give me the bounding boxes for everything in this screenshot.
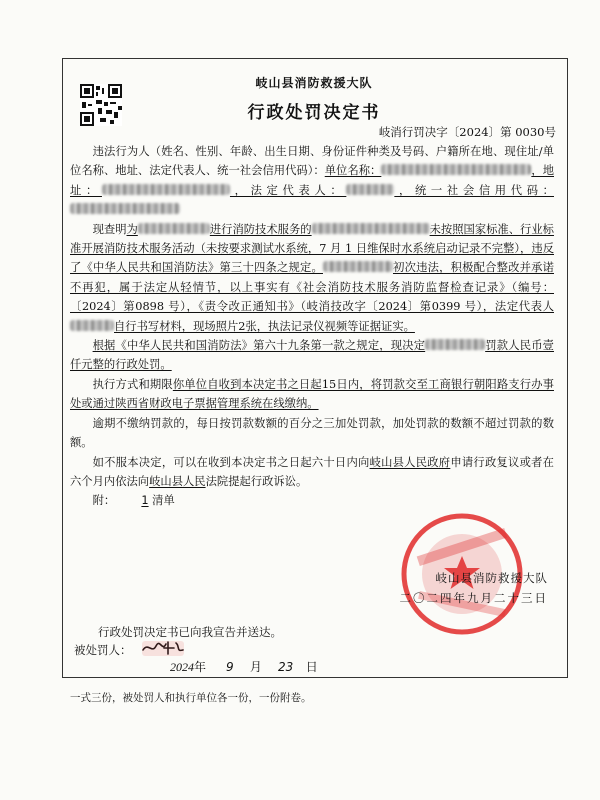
paragraph-decision: 根据《中华人民共和国消防法》第六十九条第一款之规定，现决定 罚款人民币壹仟元整的行政处罚。 <box>70 339 554 372</box>
attachment-count: 1 <box>141 494 149 508</box>
redacted-unit-name <box>381 164 531 175</box>
signing-agency: 岐山县消防救援大队 <box>435 571 548 585</box>
agency-heading: 岐山县消防救援大队 <box>255 76 373 90</box>
service-notice: 行政处罚决定书已向我宣告并送达。 <box>98 625 282 639</box>
redacted-representative-2 <box>70 320 114 331</box>
copies-note: 一式三份，被处罚人和执行单位各一份，一份附卷。 <box>70 692 312 704</box>
recipient-label: 被处罚人： <box>74 643 132 657</box>
signing-date: 二〇二四年九月二十三日 <box>399 591 548 605</box>
paragraph-attachment: 附： 1 清单 <box>70 491 554 510</box>
document-number: 岐消行罚决字〔2024〕第 0030号 <box>378 125 556 139</box>
page-title: 行政处罚决定书 <box>247 103 381 123</box>
redacted-credit-code <box>70 203 180 214</box>
paragraph-appeal: 如不服本决定，可以在收到本决定书之日起六十日内向岐山县人民政府申请行政复议或者在六个月内依法向岐山县人民法院提起行政诉讼。 <box>70 455 554 488</box>
paragraph-execution: 执行方式和期限你单位自收到本决定书之日起15日内，将罚款交至工商银行朝阳路支行办事处或通过陕西省财政电子票据管理系统在线缴纳。 <box>70 377 554 411</box>
redacted-client <box>138 223 210 234</box>
paragraph-late-fee: 逾期不缴纳罚款的，每日按罚款数额的百分之三加处罚款，加处罚款的数额不超过罚款的数额。 <box>70 416 554 450</box>
redacted-address <box>102 184 230 195</box>
redacted-company <box>312 223 430 234</box>
acknowledgement-date: 2024年 9 月 23 日 <box>170 660 318 674</box>
redacted-party <box>425 339 485 350</box>
decision-body <box>70 142 554 511</box>
redacted-company-2 <box>323 261 393 272</box>
redacted-representative <box>346 184 394 195</box>
handwritten-signature <box>140 638 186 658</box>
paragraph-offender: 违法行为人（姓名、性别、年龄、出生日期、身份证件种类及号码、户籍所在地、现住址/单位名称、地址、法定代表人、统一社会信用代码）：单位名称： ，地址： ，法定代表人： ，统一社会信用代码： <box>70 142 554 220</box>
paragraph-facts: 现查明为 进行消防技术服务的 未按照国家标准、行业标准开展消防技术服务活动（未按要求测试水系统，7 月 1 日维保时水系统启动记录不完整），违反了《中华人民共和国消防法》第三十四条之规定。 初次违法，积极配合整改并承诺不再犯，属于法定从轻情节，以上事实有《社会消防技术服务消防监督检查记录》（编号：〔2024〕第0898 号），《责令改正通知书》（岐消技改字〔2024〕第0399 号），法定代表人自行书写材料，现场照片2张，执法记录仪视频等证据证实。 <box>70 222 554 333</box>
